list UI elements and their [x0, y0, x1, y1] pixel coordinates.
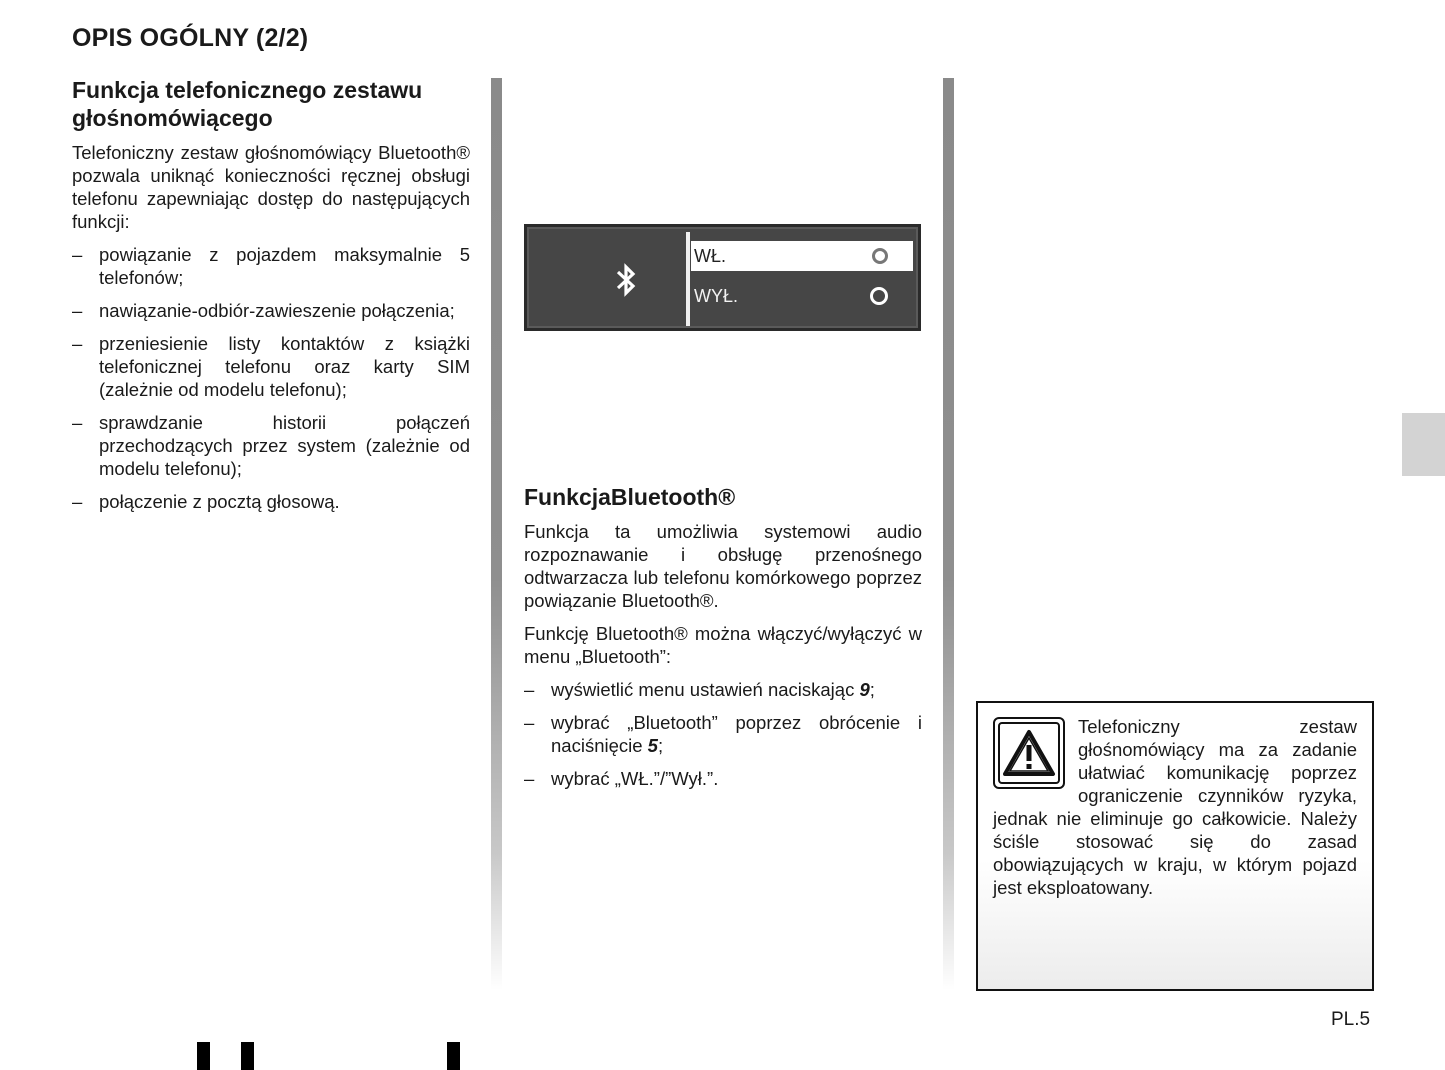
left-column [72, 76, 470, 523]
list-item: – sprawdzanie historii połączeń przechodzących przez system (zależnie od modelu telefonu); [72, 412, 470, 479]
warning-text: Telefoniczny zestaw głośnomówiący ma za zadanie ułatwiać komunikację poprzez ograniczenie czynników ryzyka, jednak nie eliminuje go całkowicie. Należy ściśle stosować się do zasad obowiązujących w kraju, w którym pojazd jest eksploatowany. [993, 716, 1357, 898]
list-item: – połączenie z pocztą głosową. [72, 491, 340, 512]
screen-divider [686, 232, 690, 326]
page-title: OPIS OGÓLNY (2/2) [72, 24, 309, 52]
radio-icon [870, 287, 888, 305]
crop-mark [447, 1042, 460, 1070]
list-item: – przeniesienie listy kontaktów z książki telefonicznej telefonu oraz karty SIM (zależnie od modelu telefonu); [72, 333, 470, 400]
bluetooth-icon [613, 261, 639, 299]
steps-list [524, 678, 922, 790]
radio-icon [872, 248, 888, 264]
page-number: PL.5 [1331, 1009, 1371, 1030]
paragraph: Funkcję Bluetooth® można włączyć/wyłączyć w menu „Bluetooth”: [524, 623, 922, 667]
bluetooth-screen-illustration [524, 224, 921, 331]
section-heading-handsfree: Funkcja telefonicznego zestawu głośnomówiącego [72, 77, 423, 131]
middle-column [524, 224, 922, 800]
column-separator [943, 78, 954, 990]
paragraph: Funkcja ta umożliwia systemowi audio rozpoznawanie i obsługę przenośnego odtwarzacza lub telefonu komórkowego poprzez powiązanie Bluetooth®. [524, 521, 922, 611]
warning-box [976, 701, 1374, 991]
crop-mark [241, 1042, 254, 1070]
column-separator [491, 78, 502, 990]
list-item: – nawiązanie-odbiór-zawieszenie połączenia; [72, 300, 455, 321]
warning-triangle-icon [993, 717, 1065, 789]
intro-paragraph: Telefoniczny zestaw głośnomówiący Bluetooth® pozwala uniknąć konieczności ręcznej obsługi telefonu zapewniając dostęp do następujących funkcji: [72, 142, 470, 232]
crop-mark [197, 1042, 210, 1070]
section-heading-bluetooth: FunkcjaBluetooth® [524, 484, 736, 510]
option-off: WYŁ. [691, 281, 913, 311]
list-item: – wybrać „Bluetooth” poprzez obrócenie i naciśnięcie 5; [524, 712, 922, 756]
list-item: – wyświetlić menu ustawień naciskając 9; [524, 679, 875, 700]
side-tab [1402, 413, 1445, 476]
list-item: – wybrać „WŁ.”/”Wył.”. [524, 768, 719, 789]
list-item: – powiązanie z pojazdem maksymalnie 5 telefonów; [72, 244, 470, 288]
feature-list [72, 243, 470, 513]
option-on: WŁ. [691, 241, 913, 271]
